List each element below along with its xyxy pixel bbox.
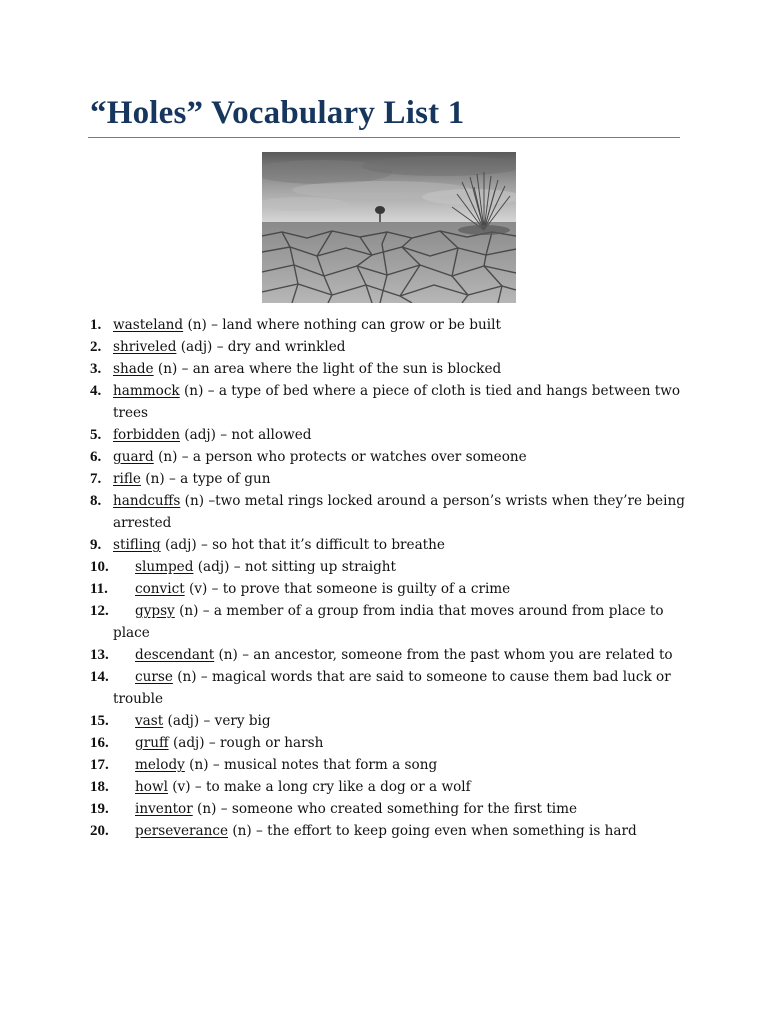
vocab-item (90, 358, 690, 380)
part-of-speech: (n) (174, 603, 203, 619)
item-number: 18. (90, 779, 109, 795)
part-of-speech: (adj) (179, 427, 221, 443)
vocab-term: shade (113, 361, 154, 377)
item-number: 14. (90, 669, 109, 685)
vocab-term: slumped (135, 559, 194, 575)
item-number: 4. (90, 383, 102, 399)
item-number: 8. (90, 493, 102, 509)
vocab-definition: – not allowed (220, 427, 312, 443)
item-number: 13. (90, 647, 109, 663)
vocab-definition: – so hot that it’s difficult to breathe (200, 537, 445, 553)
vocab-definition: – land where nothing can grow or be built (211, 317, 501, 333)
cracked-desert-photo (262, 152, 516, 303)
vocab-term: melody (135, 757, 185, 773)
item-number: 11. (90, 581, 108, 597)
part-of-speech: (n) (153, 361, 182, 377)
vocab-definition: – an area where the light of the sun is blocked (181, 361, 502, 377)
vocab-item (90, 336, 690, 358)
vocab-item (90, 754, 690, 776)
part-of-speech: (adj) (193, 559, 234, 575)
part-of-speech: (n) (192, 801, 221, 817)
part-of-speech: (n) (140, 471, 169, 487)
part-of-speech: (adj) (163, 713, 204, 729)
vocab-item (90, 578, 690, 600)
vocab-term: handcuffs (113, 493, 181, 509)
part-of-speech: (n) (179, 383, 208, 399)
part-of-speech: (n) (183, 317, 212, 333)
vocab-term: descendant (135, 647, 215, 663)
item-number: 3. (90, 361, 102, 377)
vocab-definition: –two metal rings locked around a person’s wrists when they’re being arrested (113, 493, 685, 531)
vocab-term: gypsy (135, 603, 175, 619)
vocab-item (90, 534, 690, 556)
vocab-term: perseverance (135, 823, 229, 839)
part-of-speech: (adj) (176, 339, 217, 355)
vocab-definition: – a type of gun (168, 471, 271, 487)
item-number: 7. (90, 471, 102, 487)
vocab-item (90, 644, 690, 666)
vocab-term: guard (113, 449, 154, 465)
part-of-speech: (n) (153, 449, 182, 465)
vocab-definition: – someone who created something for the first time (220, 801, 578, 817)
vocab-item (90, 776, 690, 798)
vocab-definition: – to prove that someone is guilty of a crime (211, 581, 511, 597)
vocab-term: hammock (113, 383, 180, 399)
vocab-definition: – to make a long cry like a dog or a wolf (194, 779, 471, 795)
vocab-term: shriveled (113, 339, 177, 355)
vocab-term: forbidden (113, 427, 180, 443)
item-number: 16. (90, 735, 109, 751)
vocab-item (90, 710, 690, 732)
part-of-speech: (v) (184, 581, 212, 597)
part-of-speech: (n) (180, 493, 209, 509)
vocab-definition: – a member of a group from india that moves around from place to place (113, 603, 664, 641)
vocab-definition: – an ancestor, someone from the past whom you are related to (242, 647, 673, 663)
vocab-definition: – not sitting up straight (233, 559, 397, 575)
item-number: 12. (90, 603, 109, 619)
vocab-term: gruff (135, 735, 169, 751)
vocab-item (90, 820, 690, 842)
vocab-term: inventor (135, 801, 193, 817)
vocab-definition: – a person who protects or watches over someone (181, 449, 527, 465)
part-of-speech: (n) (214, 647, 243, 663)
vocab-term: vast (135, 713, 164, 729)
vocab-item (90, 314, 690, 336)
vocab-term: curse (135, 669, 173, 685)
part-of-speech: (n) (228, 823, 257, 839)
item-number: 19. (90, 801, 109, 817)
vocab-item (90, 446, 690, 468)
vocab-definition: – musical notes that form a song (212, 757, 438, 773)
item-number: 1. (90, 317, 102, 333)
vocab-item (90, 468, 690, 490)
part-of-speech: (v) (167, 779, 195, 795)
vocab-item (90, 798, 690, 820)
item-number: 15. (90, 713, 109, 729)
item-number: 2. (90, 339, 102, 355)
vocab-term: howl (135, 779, 168, 795)
item-number: 5. (90, 427, 102, 443)
vocab-definition: – rough or harsh (208, 735, 324, 751)
vocab-item (90, 424, 690, 446)
vocab-item (90, 666, 690, 710)
vocab-item (90, 380, 690, 424)
vocab-term: rifle (113, 471, 141, 487)
vocab-item (90, 600, 690, 644)
item-number: 9. (90, 537, 102, 553)
vocab-item (90, 732, 690, 754)
title-divider (88, 137, 680, 138)
vocab-definition: – very big (203, 713, 271, 729)
item-number: 6. (90, 449, 102, 465)
vocabulary-list (90, 314, 690, 842)
vocab-item (90, 556, 690, 578)
vocab-definition: – dry and wrinkled (216, 339, 346, 355)
vocab-definition: – a type of bed where a piece of cloth is tied and hangs between two trees (113, 383, 681, 421)
part-of-speech: (n) (172, 669, 201, 685)
part-of-speech: (n) (184, 757, 213, 773)
vocab-term: wasteland (113, 317, 184, 333)
vocab-term: stifling (113, 537, 161, 553)
part-of-speech: (adj) (168, 735, 209, 751)
item-number: 17. (90, 757, 109, 773)
vocab-term: convict (135, 581, 185, 597)
item-number: 20. (90, 823, 109, 839)
part-of-speech: (adj) (160, 537, 201, 553)
vocab-definition: – the effort to keep going even when something is hard (256, 823, 637, 839)
item-number: 10. (90, 559, 109, 575)
vocab-definition: – magical words that are said to someone to cause them bad luck or trouble (113, 669, 671, 707)
page-title: “Holes” Vocabulary List 1 (90, 95, 465, 131)
vocab-item (90, 490, 690, 534)
